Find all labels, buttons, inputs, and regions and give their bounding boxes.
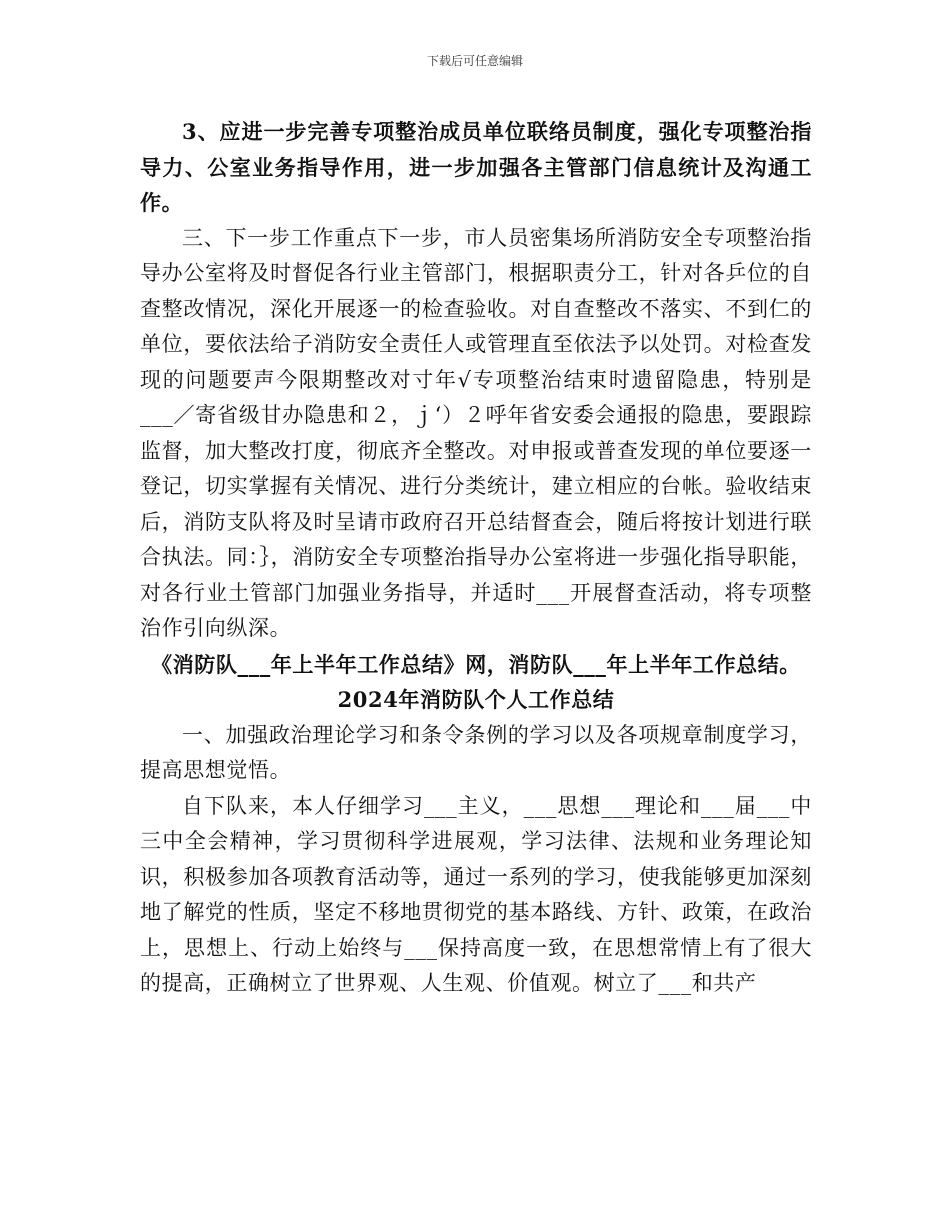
article-link-title: 《消防队___年上半年工作总结》网，消防队___年上半年工作总结。 bbox=[151, 651, 801, 677]
paragraph-section-1: 一、加强政治理论学习和条令条例的学习以及各项规章制度学习，提高思想觉悟。 bbox=[140, 722, 812, 782]
article-main-title: 2024年消防队个人工作总结 bbox=[337, 687, 615, 712]
paragraph-item-3: 3、应进一步完善专项整治成员单位联络员制度，强化专项整治指导力、公室业务指导作用，进一步加强各主管部门信息统计及沟通工作。 bbox=[140, 119, 812, 215]
paragraph-study-summary: 自下队来，本人仔细学习___主义，___思想___理论和___届___中三中全会精神，学习贯彻科学进展观，学习法律、法规和业务理论知识，积极参加各项教育活动等，通过一系列的学习，使我能够更加深刻地了解党的性质，坚定不移地贯彻党的基本路线、方针、政策，在政治上，思想上、行动上始终与___保持高度一致，在思想常情上有了很大的提高，正确树立了世界观、人生观、价值观。树立了___和共产 bbox=[140, 793, 812, 995]
document-body bbox=[140, 114, 812, 1002]
download-note: 下载后可任意编辑 bbox=[426, 54, 523, 68]
paragraph-next-steps: 三、下一步工作重点下一步，市人员密集场所消防安全专项整治指导办公室将及时督促各行业主管部门，根据职责分工，针对各乒位的自查整改情况，深化开展逐一的检查验收。对自查整改不落实、不到仁的单位，要依法给子消防安全责任人或管理直至依法予以处罚。对检查发现的问题要声今限期整改对寸年√专项整治结束时遗留隐患，特别是___／寄省级甘办隐患和２，ｊ‘）２呼年省安委会通报的隐患，要跟踪监督，加大整改打度，彻底齐全整改。对申报或普查发现的单位要逐一登记，切实掌握有关情况、进行分类统计，建立相应的台帐。验收结束后，消防支队将及时呈请市政府召开总结督查会，随后将按计划进行联合执法。同：｝，消防安全专项整治指导办公室将进一步强化指导职能，对各行业土管部门加强业务指导，并适时___开展督查活动，将专项整治作引向纵深。 bbox=[140, 225, 812, 640]
